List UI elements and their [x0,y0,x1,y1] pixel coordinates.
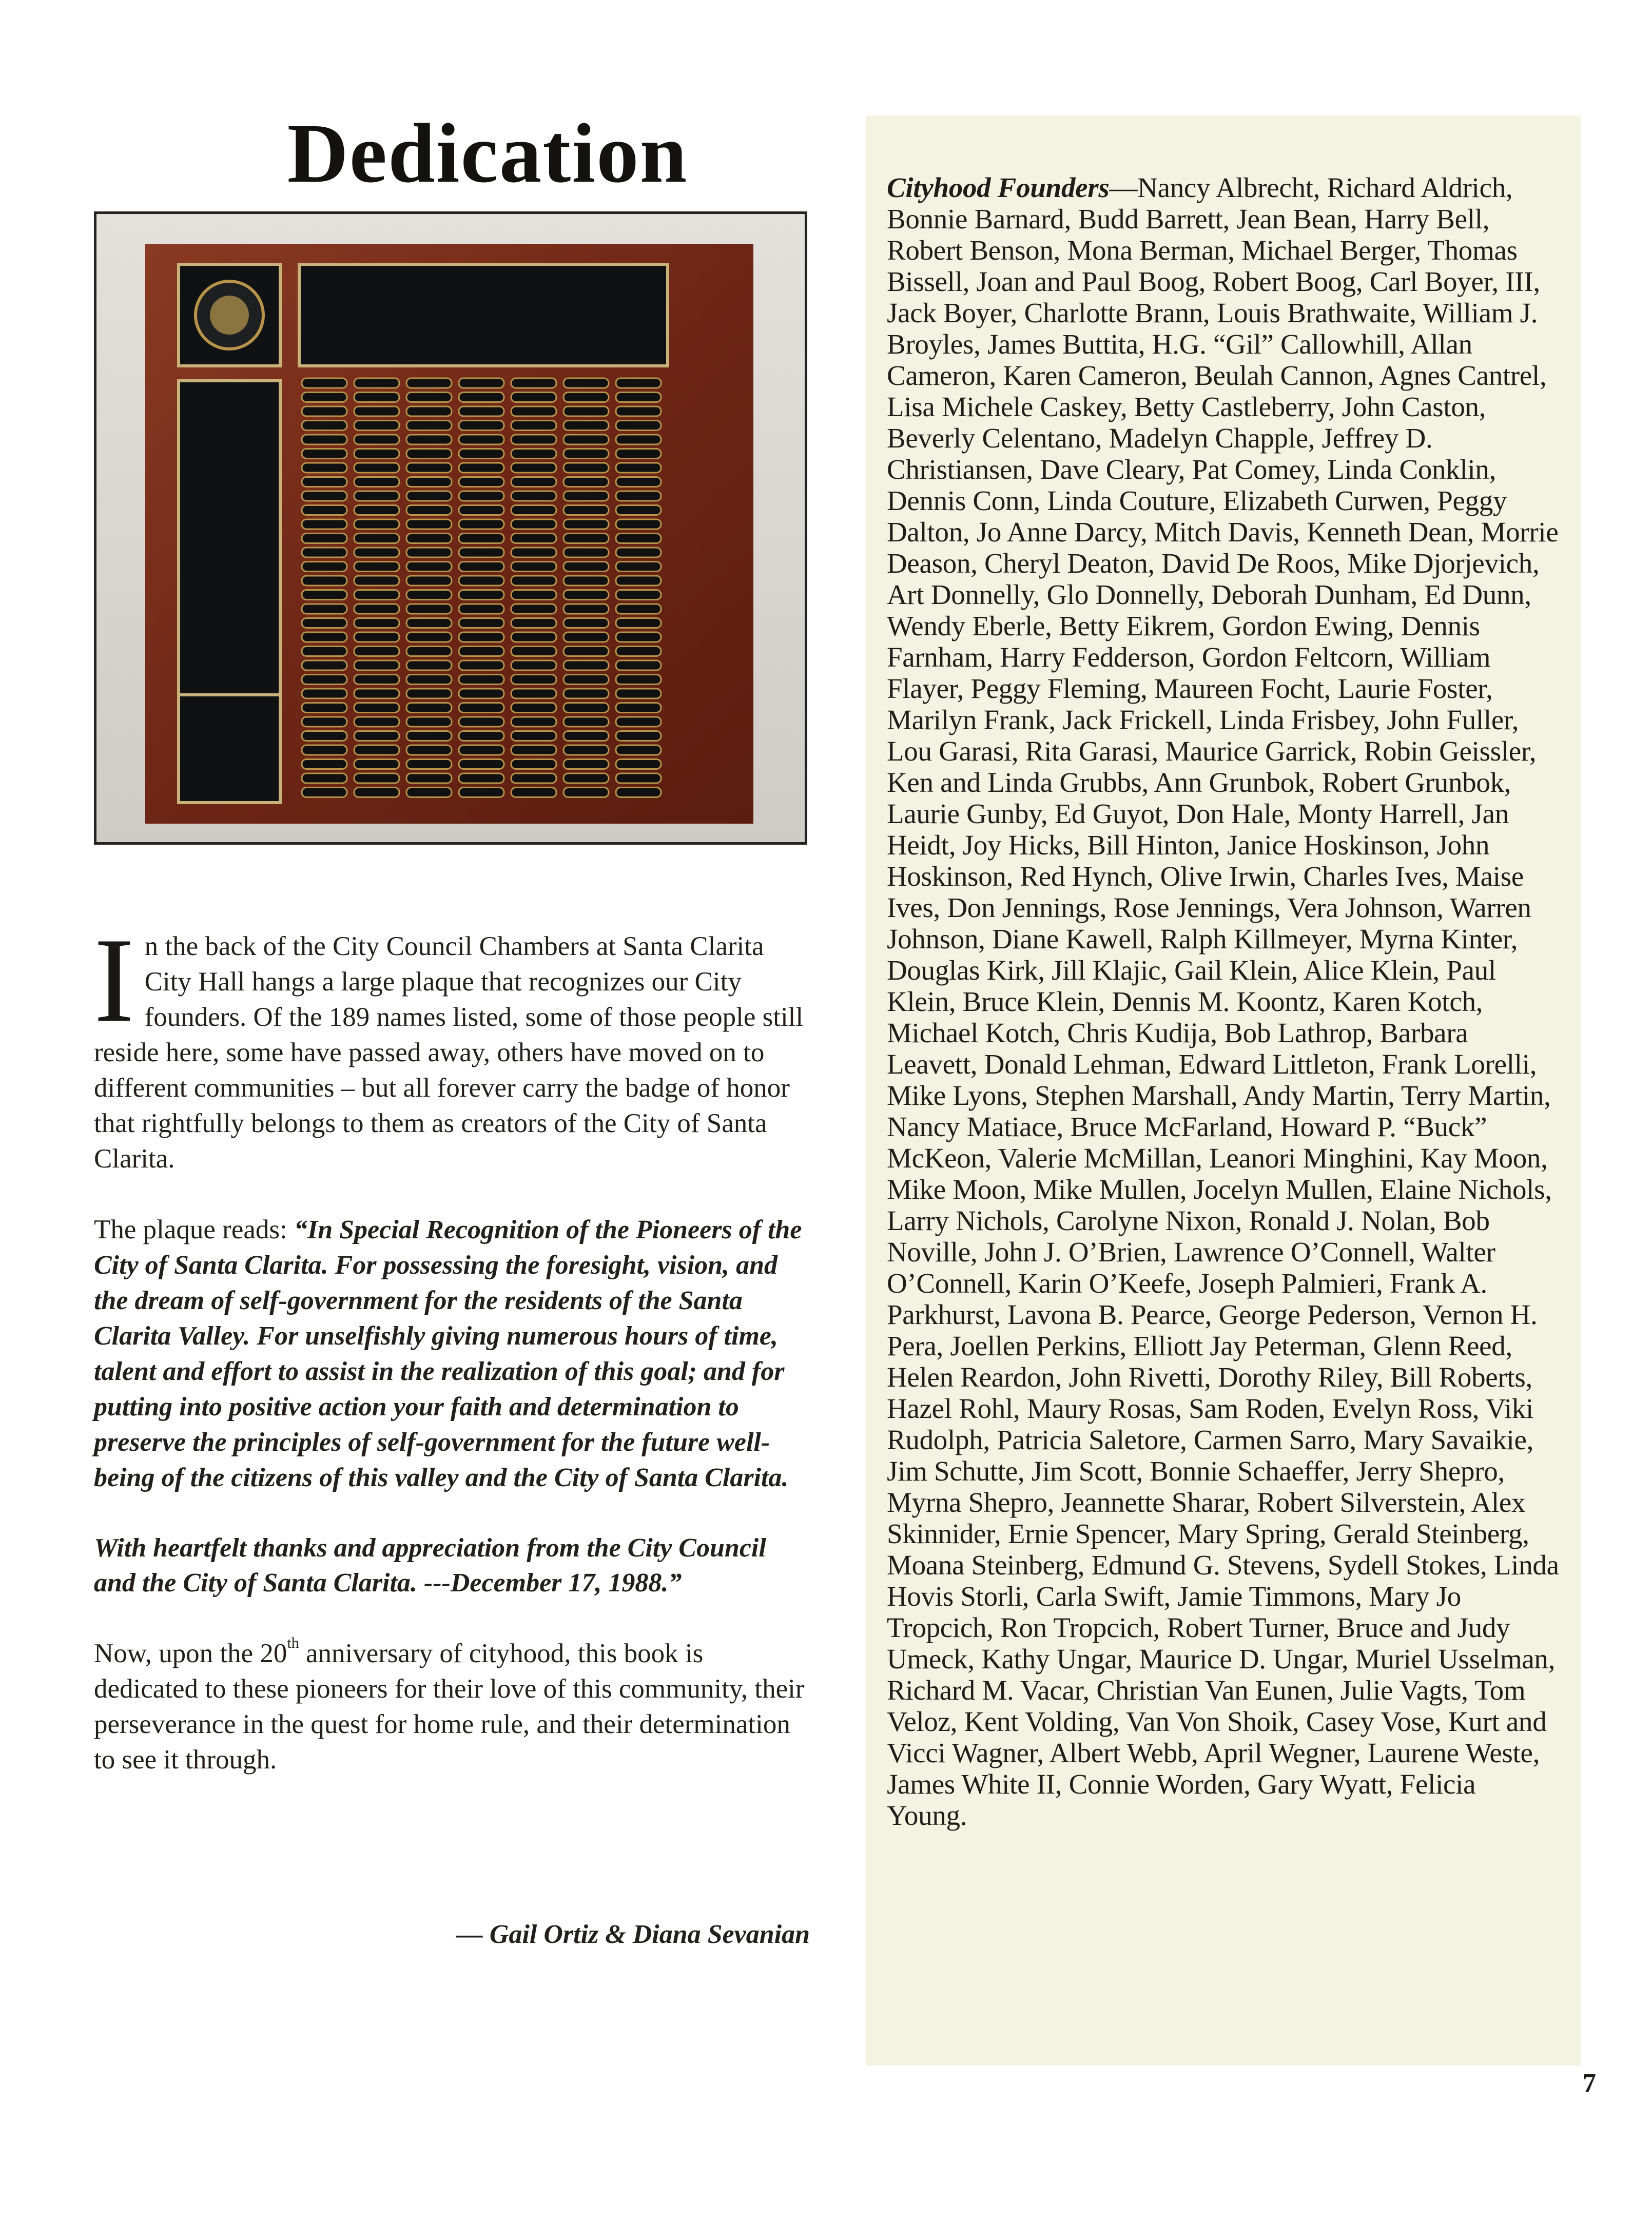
name-plate [563,632,609,642]
name-plate [406,548,452,557]
name-plate [302,731,347,741]
name-plate [302,519,347,529]
plaque-text-lead: The plaque reads: [94,1215,294,1244]
name-plate [459,604,504,614]
name-plate [616,378,661,388]
name-plate [302,562,347,572]
name-plate [354,477,399,487]
name-plate [563,618,609,628]
name-plate [354,576,399,586]
name-plate [563,449,609,459]
name-plate [302,534,347,543]
name-plate [354,773,399,783]
name-plate [354,647,399,656]
name-plate [459,505,504,515]
name-plate [616,519,661,529]
plaque-quote: “In Special Recognition of the Pioneers of the City of Santa Clarita. For possessing the foresight, vision, and the dream of self-government for the residents of the Santa Clarita Valley. For unselfishly giving numerous hours of time, talent and effort to assist in the realization of this goal; and for putting into positive action your faith and determination to preserve the principles of self-government for the future well-being of the citizens of this valley and the City of Santa Clarita. [94,1215,802,1492]
name-plate [354,618,399,628]
name-plate [511,632,556,642]
name-plate [354,590,399,600]
name-plate [302,449,347,459]
name-plate [302,590,347,600]
name-plate [406,703,452,713]
name-plate [406,562,452,572]
name-plate [354,491,399,501]
name-plate [354,534,399,543]
name-plate [459,590,504,600]
name-plate [406,675,452,685]
name-plate [511,548,556,557]
header-panel [299,264,668,366]
name-plate [302,393,347,402]
name-plate [511,689,556,698]
name-plate [511,421,556,431]
name-plate [459,731,504,741]
name-plate [302,788,347,797]
name-plate [354,505,399,515]
name-plate [459,703,504,713]
name-plate [616,406,661,416]
name-plate [616,449,661,459]
name-plate [511,406,556,416]
name-plate [511,534,556,543]
name-plate [406,491,452,501]
name-plate [354,717,399,727]
name-plate [459,745,504,755]
name-plate [616,534,661,543]
thanks-paragraph: With heartfelt thanks and appreciation from the City Council and the City of Santa Clarita. ---December 17, 1988.” [94,1533,766,1598]
name-plate [302,406,347,416]
name-plate [354,449,399,459]
name-plate [406,788,452,797]
name-plate [616,660,661,670]
name-plate [563,675,609,685]
name-plate [511,477,556,487]
name-plate [511,449,556,459]
name-plate [406,590,452,600]
name-plate [563,505,609,515]
plaque-text-paragraph [94,1212,810,1495]
drop-cap: I [94,913,134,1047]
dedication-text [94,913,810,1813]
name-plate [459,519,504,529]
name-plate [302,760,347,769]
name-plate [459,477,504,487]
name-plate [302,647,347,656]
name-plate [406,618,452,628]
intro-paragraph [94,913,810,1177]
name-plate [563,647,609,656]
name-plate [511,435,556,444]
name-plate [406,647,452,656]
name-plate [511,760,556,769]
name-plate [563,689,609,698]
author-signature: — Gail Ortiz & Diana Sevanian [456,1920,810,1949]
name-plate [616,421,661,431]
name-plate [459,760,504,769]
name-plate [511,590,556,600]
name-plate [511,660,556,670]
name-plate [406,406,452,416]
founders-names: —Nancy Albrecht, Richard Aldrich, Bonnie Barnard, Budd Barrett, Jean Bean, Harry Bell, Robert Benson, Mona Berman, Michael Berger, Thomas Bissell, Joan and Paul Boog, Robert Boog, Carl Boyer, III, Jack Boyer, Charlotte Brann, Louis Brathwaite, William J. Broyles, James Buttita, H.G. “Gil” Callowhill, Allan Cameron, Karen Cameron, Beulah Cannon, Agnes Cantrel, Lisa Michele Caskey, Betty Castleberry, John Caston, Beverly Celentano, Madelyn Chapple, Jeffrey D. Christiansen, Dave Cleary, Pat Comey, Linda Conklin, Dennis Conn, Linda Couture, Elizabeth Curwen, Peggy Dalton, Jo Anne Darcy, Mitch Davis, Kenneth Dean, Morrie Deason, Cheryl Deaton, David De Roos, Mike Djorjevich, Art Donnelly, Glo Donnelly, Deborah Dunham, Ed Dunn, Wendy Eberle, Betty Eikrem, Gordon Ewing, Dennis Farnham, Harry Fedderson, Gordon Feltcorn, William Flayer, Peggy Fleming, Maureen Focht, Laurie Foster, Marilyn Frank, Jack Frickell, Linda Frisbey, John Fuller, Lou Garasi, Rita Garasi, Maurice Garrick, Robin Geissler, Ken and Linda Grubbs, Ann Grunbok, Robert Grunbok, Laurie Gunby, Ed Guyot, Don Hale, Monty Harrell, Jan Heidt, Joy Hicks, Bill Hinton, Janice Hoskinson, John Hoskinson, Red Hynch, Olive Irwin, Charles Ives, Maise Ives, Don Jennings, Rose Jennings, Vera Johnson, Warren Johnson, Diane Kawell, Ralph Killmeyer, Myrna Kinter, Douglas Kirk, Jill Klajic, Gail Klein, Alice Klein, Paul Klein, Bruce Klein, Dennis M. Koontz, Karen Kotch, Michael Kotch, Chris Kudija, Bob Lathrop, Barbara Leavett, Donald Lehman, Edward Littleton, Frank Lorelli, Mike Lyons, Stephen Marshall, Andy Martin, Terry Martin, Nancy Matiace, Bruce McFarland, Howard P. “Buck” McKeon, Valerie McMillan, Leanori Minghini, Kay Moon, Mike Moon, Mike Mullen, Jocelyn Mullen, Elaine Nichols, Larry Nichols, Carolyne Nixon, Ronald J. Nolan, Bob Noville, John J. O’Brien, Lawrence O’Connell, Walter O’Connell, Karin O’Keefe, Joseph Palmieri, Frank A. Parkhurst, Lavona B. Pearce, George Pederson, Vernon H. Pera, Joellen Perkins, Elliott Jay Peterman, Glenn Reed, Helen Reardon, John Rivetti, Dorothy Riley, Bill Roberts, Hazel Rohl, Maury Rosas, Sam Roden, Evelyn Ross, Viki Rudolph, Patricia Saletore, Carmen Sarro, Mary Savaikie, Jim Schutte, Jim Scott, Bonnie Schaeffer, Jerry Shepro, Myrna Shepro, Jeannette Sharar, Robert Silverstein, Alex Skinnider, Ernie Spencer, Mary Spring, Gerald Steinberg, Moana Steinberg, Edmund G. Stevens, Sydell Stokes, Linda Hovis Storli, Carla Swift, Jamie Timmons, Mary Jo Tropcich, Ron Tropcich, Robert Turner, Bruce and Judy Umeck, Kathy Ungar, Maurice D. Ungar, Muriel Usselman, Richard M. Vacar, Christian Van Eunen, Julie Vagts, Tom Veloz, Kent Volding, Van Von Shoik, Casey Vose, Kurt and Vicci Wagner, Albert Webb, April Wegner, Laurene Weste, James White II, Connie Worden, Gary Wyatt, Felicia Young. [887,172,1559,1831]
name-plate [459,421,504,431]
name-plate [406,435,452,444]
founders-heading: Cityhood Founders [887,172,1110,203]
name-plate [459,491,504,501]
name-plate [616,463,661,473]
name-plate [563,788,609,797]
name-plate [406,731,452,741]
name-plate [563,534,609,543]
name-plate [563,491,609,501]
name-plate [302,773,347,783]
name-plate [302,463,347,473]
closing-paragraph [94,1636,810,1778]
name-plate [302,576,347,586]
name-plate [616,435,661,444]
name-plate [302,378,347,388]
inscription-panel [179,381,280,735]
name-plate [616,647,661,656]
name-plate [511,519,556,529]
name-plate [302,660,347,670]
name-plate [406,604,452,614]
name-plate [563,562,609,572]
name-plate [616,773,661,783]
name-plate [406,519,452,529]
name-plate [406,505,452,515]
name-plate [406,632,452,642]
name-plate [302,703,347,713]
name-plate [511,647,556,656]
name-plate [459,675,504,685]
closing-before: Now, upon the 20 [94,1639,287,1668]
name-plate [459,632,504,642]
name-plate [406,689,452,698]
name-plate [354,604,399,614]
name-plate [354,675,399,685]
name-plate [616,760,661,769]
name-plate [302,421,347,431]
name-plate [459,618,504,628]
name-plate [354,745,399,755]
name-plate [354,731,399,741]
name-plate [511,463,556,473]
name-plate [616,590,661,600]
name-plate [302,618,347,628]
name-plate [406,576,452,586]
name-plate [511,618,556,628]
name-plate [406,773,452,783]
name-plate [563,463,609,473]
name-plate [563,519,609,529]
name-plate [563,393,609,402]
small-panel [179,695,280,803]
plaque-photo [94,211,807,845]
name-plate [563,576,609,586]
name-plate [302,505,347,515]
name-plate [459,435,504,444]
name-plate [354,463,399,473]
name-plate [511,788,556,797]
name-plate [354,632,399,642]
name-plate [563,477,609,487]
name-plate [302,491,347,501]
name-plate [616,576,661,586]
name-plate [563,604,609,614]
name-plate [616,562,661,572]
name-plate [354,393,399,402]
name-plate [354,760,399,769]
name-plate [302,717,347,727]
name-plate [563,548,609,557]
name-plate [459,406,504,416]
name-plate [616,689,661,698]
name-plate [459,773,504,783]
name-plate [302,548,347,557]
name-plate [302,604,347,614]
name-plate [354,562,399,572]
name-plate [616,632,661,642]
name-plate [563,760,609,769]
name-plate [354,788,399,797]
name-plate [459,788,504,797]
name-plate [354,435,399,444]
name-plate [511,604,556,614]
name-plate [302,675,347,685]
name-plate [563,406,609,416]
name-plate [459,647,504,656]
founders-sidebar [866,115,1581,2066]
name-plate [354,660,399,670]
name-plate [563,590,609,600]
name-plate [406,745,452,755]
founders-list [887,172,1560,1831]
name-plate [616,477,661,487]
name-plate [616,604,661,614]
name-plate [406,421,452,431]
name-plate [511,378,556,388]
name-plate [354,519,399,529]
name-plate [354,378,399,388]
name-plate [616,675,661,685]
name-plate [354,421,399,431]
name-plate [616,745,661,755]
name-plate [406,760,452,769]
name-plate [616,393,661,402]
name-plate [354,703,399,713]
name-plate [511,491,556,501]
name-plate [459,378,504,388]
name-plate [563,773,609,783]
name-plate [406,534,452,543]
name-plate [563,378,609,388]
name-plate [511,576,556,586]
name-plate [616,618,661,628]
name-plate [511,773,556,783]
name-plate [459,576,504,586]
name-plate [616,505,661,515]
name-plate [354,406,399,416]
name-plate [616,491,661,501]
name-plate [406,378,452,388]
name-plate [459,562,504,572]
page-number: 7 [1583,2069,1596,2098]
name-plate [616,788,661,797]
name-plate [459,717,504,727]
name-plate [511,675,556,685]
plaque-illustration [96,214,805,842]
name-plate [563,731,609,741]
closing-superscript: th [287,1634,299,1651]
name-plate [511,717,556,727]
name-plate [406,463,452,473]
name-plate [354,689,399,698]
name-plate [511,731,556,741]
name-plate [406,393,452,402]
name-plate [511,562,556,572]
name-plate [459,689,504,698]
name-plate [302,745,347,755]
page-title: Dedication [287,106,688,200]
name-plate [406,717,452,727]
name-plate [511,393,556,402]
name-plate [459,660,504,670]
name-plate [563,660,609,670]
name-plate [354,548,399,557]
name-plate [563,745,609,755]
name-plate [511,703,556,713]
name-plate [616,703,661,713]
name-plate [459,463,504,473]
name-plate [563,703,609,713]
name-plate [302,632,347,642]
closing-after: anniversary of cityhood, this book is dedicated to these pioneers for their love of this community, their perseverance in the quest for home rule, and their determination to see it through. [94,1639,805,1775]
name-plate [302,435,347,444]
name-plate [511,745,556,755]
name-plate [406,449,452,459]
name-plate [406,660,452,670]
intro-text: n the back of the City Council Chambers at Santa Clarita City Hall hangs a large plaque that recognizes our City founders. Of the 189 names listed, some of those people still reside here, some have passed away, others have moved on to different communities – but all forever carry the badge of honor that rightfully belongs to them as creators of the City of Santa Clarita. [94,931,804,1174]
name-plate [563,717,609,727]
name-plate [563,421,609,431]
name-plate [302,689,347,698]
name-plate [616,717,661,727]
name-plate [616,731,661,741]
name-plate [459,393,504,402]
name-plate [302,477,347,487]
name-plate [459,548,504,557]
name-plate [459,534,504,543]
name-plate [616,548,661,557]
name-plate [511,505,556,515]
name-plate [459,449,504,459]
name-plate [563,435,609,444]
name-plate [406,477,452,487]
